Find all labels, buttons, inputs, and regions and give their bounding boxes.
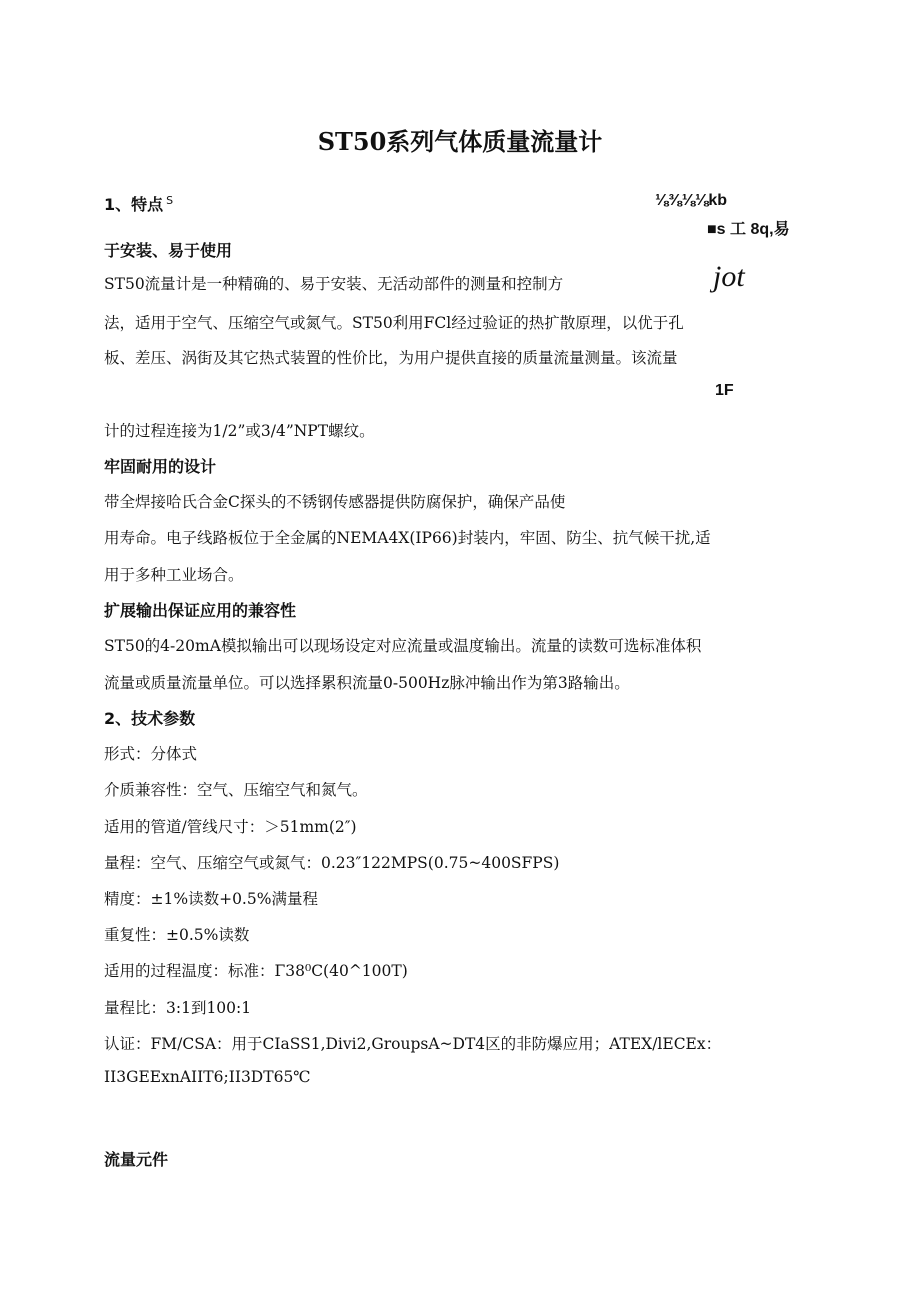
paragraph-line: ST50的4-20mA模拟输出可以现场设定对应流量或温度输出。流量的读数可选标准体积 <box>104 637 702 655</box>
spec-line: 精度：±1%读数+0.5%满量程 <box>104 890 318 908</box>
section-1-heading-text: 1、特点 <box>104 195 164 214</box>
spec-line: 形式：分体式 <box>104 745 198 763</box>
paragraph-line: 用寿命。电子线路板位于全金属的NEMA4X(IP66)封装内，牢固、防尘、抗气候干扰,适 <box>104 529 711 547</box>
subheading-durable-design: 牢固耐用的设计 <box>104 457 217 476</box>
spec-line: 重复性：±0.5%读数 <box>104 926 250 944</box>
page-title: ST50系列气体质量流量计 <box>317 127 603 156</box>
section-3-heading: 流量元件 <box>104 1150 169 1169</box>
paragraph-line: 板、差压、涡街及其它热式装置的性价比，为用户提供直接的质量流量测量。该流量 <box>104 349 678 367</box>
spec-line: 量程：空气、压缩空气或氮气：0.23″122MPS(0.75~400SFPS) <box>104 854 560 872</box>
artifact-text-d: 1F <box>715 382 734 399</box>
artifact-text-a: ⅛⅜⅛⅛kb <box>655 192 728 209</box>
spec-line: 认证：FM/CSA：用于CIaSS1,Divi2,GroupsA~DT4区的非防爆应用；ATEX/lECEx： <box>104 1035 722 1053</box>
subheading-output-compat: 扩展输出保证应用的兼容性 <box>104 601 297 620</box>
paragraph-line: ST50流量计是一种精确的、易于安装、无活动部件的测量和控制方 <box>104 275 564 293</box>
artifact-text-b: ■s 工 8q,易 <box>707 221 790 238</box>
spec-line: 介质兼容性：空气、压缩空气和氮气。 <box>104 781 368 799</box>
paragraph-line: 用于多种工业场合。 <box>104 566 244 584</box>
spec-line: 适用的过程温度：标准：Γ38⁰C(40^100T) <box>104 962 408 980</box>
paragraph-line: 带全焊接哈氏合金C探头的不锈钢传感器提供防腐保护，确保产品使 <box>104 493 566 511</box>
section-1-heading <box>104 192 173 215</box>
subheading-easy-install: 于安装、易于使用 <box>104 241 233 260</box>
paragraph-line: 计的过程连接为1/2”或3/4”NPT螺纹。 <box>104 422 375 440</box>
heading-mark: S <box>166 193 174 207</box>
spec-line: II3GEExnAIIT6;II3DT65℃ <box>104 1068 311 1086</box>
paragraph-line: 法，适用于空气、压缩空气或氮气。ST50利用FCl经过验证的热扩散原理，以优于孔 <box>104 314 684 332</box>
artifact-text-c: jot <box>713 260 745 293</box>
spec-line: 量程比：3:1到100:1 <box>104 999 252 1017</box>
spec-line: 适用的管道/管线尺寸：＞51mm(2″) <box>104 818 357 836</box>
section-2-heading: 2、技术参数 <box>104 709 196 728</box>
paragraph-line: 流量或质量流量单位。可以选择累积流量0-500Hz脉冲输出作为第3路输出。 <box>104 674 630 692</box>
